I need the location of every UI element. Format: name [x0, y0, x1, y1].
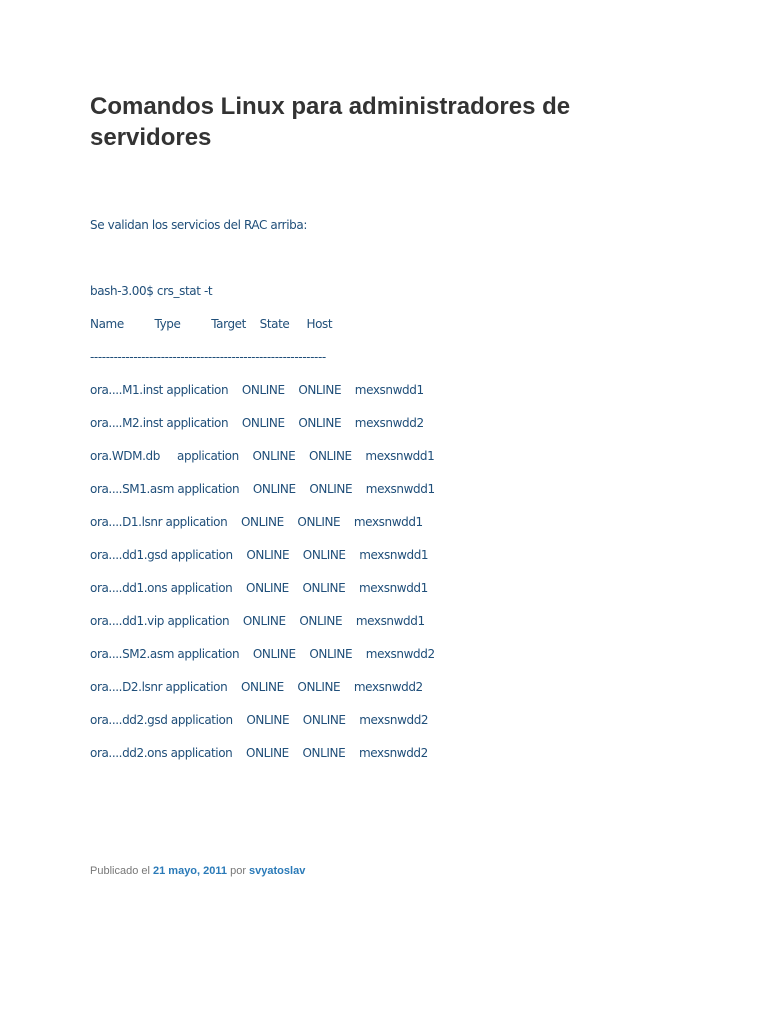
- post-footer: [90, 864, 305, 878]
- command-line: bash-3.00$ crs_stat -t: [90, 284, 213, 298]
- separator-line: ------------------------------------------------------------: [90, 350, 326, 364]
- published-prefix: Publicado el: [90, 865, 150, 877]
- table-row: ora....dd1.vip application ONLINE ONLINE mexsnwdd1: [90, 614, 425, 628]
- table-row: ora.WDM.db application ONLINE ONLINE mexsnwdd1: [90, 449, 435, 463]
- intro-text: Se validan los servicios del RAC arriba:: [90, 218, 307, 232]
- post-date-link[interactable]: 21 mayo, 2011: [153, 865, 228, 877]
- table-row: ora....dd2.gsd application ONLINE ONLINE mexsnwdd2: [90, 713, 429, 727]
- by-word: por: [230, 865, 246, 877]
- table-row: ora....dd1.gsd application ONLINE ONLINE mexsnwdd1: [90, 548, 429, 562]
- page-title: Comandos Linux para administradores de servidores: [90, 93, 571, 151]
- table-row: ora....D1.lsnr application ONLINE ONLINE mexsnwdd1: [90, 515, 423, 529]
- table-row: ora....SM2.asm application ONLINE ONLINE mexsnwdd2: [90, 647, 435, 661]
- table-row: ora....D2.lsnr application ONLINE ONLINE mexsnwdd2: [90, 680, 423, 694]
- author-link[interactable]: svyatoslav: [249, 865, 306, 877]
- table-row: ora....dd2.ons application ONLINE ONLINE mexsnwdd2: [90, 746, 428, 760]
- table-row: ora....SM1.asm application ONLINE ONLINE mexsnwdd1: [90, 482, 435, 496]
- table-row: ora....dd1.ons application ONLINE ONLINE mexsnwdd1: [90, 581, 428, 595]
- table-row: ora....M1.inst application ONLINE ONLINE mexsnwdd1: [90, 383, 424, 397]
- table-row: ora....M2.inst application ONLINE ONLINE mexsnwdd2: [90, 416, 424, 430]
- table-header-line: Name Type Target State Host: [90, 317, 333, 331]
